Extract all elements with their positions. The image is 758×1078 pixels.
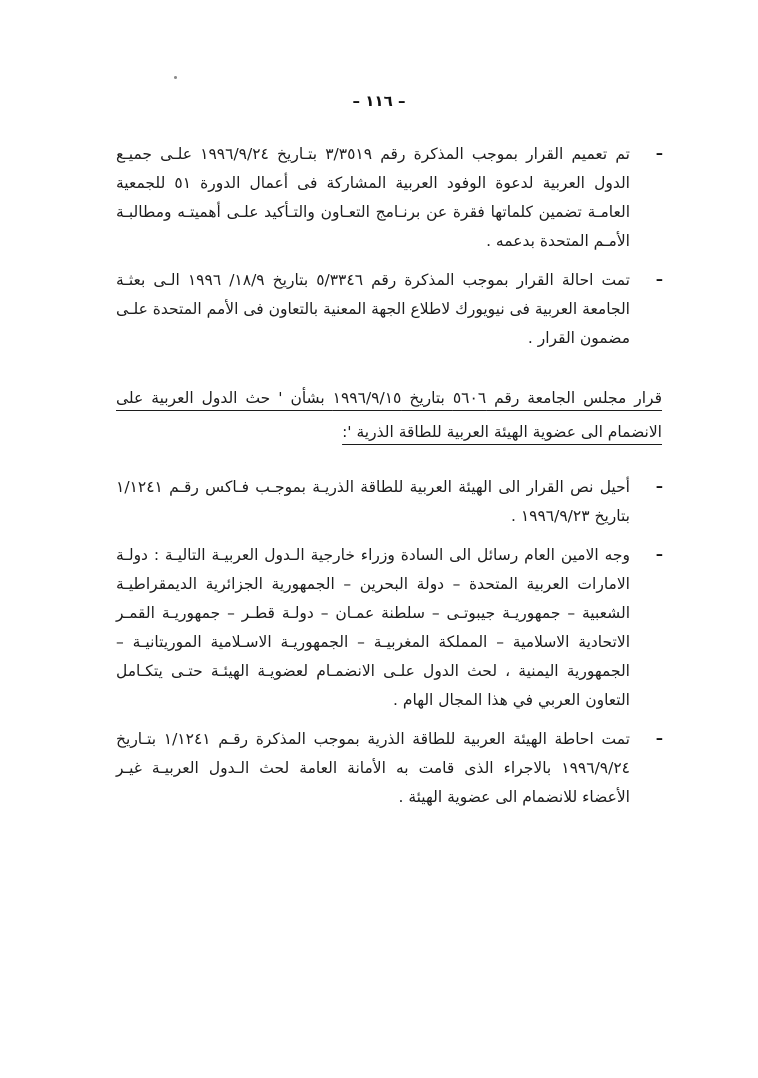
scan-artifact-dot (174, 76, 177, 79)
dash-bullet-marker: ـ (656, 542, 662, 560)
paragraph-letters-to-ministers: وجه الامين العام رسائل الى السادة وزراء خارجية الـدول العربيـة التاليـة : دولـة الامارات العربية المتحدة – دولة البحرين – الجمهورية الجزائرية الديمقراطيـة الشعبية – جمهوريـة جيبوتـى – سلطنة عمـان – دولـة قطـر – جمهوريـة القمـر الاتحادية الاسلامية – المملكة المغربيـة – الجمهوريـة الاسـلامية الموريتانيـة – الجمهورية اليمنية ، لحث الدول علـى الانضمـام لعضويـة الهيئـة حتـى يتكـامل التعاون العربي في هذا المجال الهام . (116, 546, 630, 709)
dash-bullet-marker: ـ (656, 474, 662, 492)
list-item (116, 541, 662, 715)
dash-bullet-marker: ـ (656, 726, 662, 744)
section-heading (116, 381, 662, 449)
document-content (0, 140, 758, 812)
list-item (116, 140, 662, 256)
list-item (116, 266, 662, 353)
list-item (116, 725, 662, 812)
dash-bullet-marker: ـ (656, 141, 662, 159)
section-heading-text: قرار مجلس الجامعة رقم ٥٦٠٦ بتاريخ ١٩٩٦/٩/١٥ بشأن ' حث الدول العربية على الانضمام الى عضوية الهيئة العربية للطاقة الذرية ': (116, 389, 663, 441)
paragraph-circular-memo: تم تعميم القرار بموجب المذكرة رقم ٣/٣٥١٩ بتـاريخ ١٩٩٦/٩/٢٤ علـى جميـع الدول العربية لدعوة الوفود العربية المشاركة فى أعمال الدورة ٥١ للجمعية العامـة تضمين كلماتها فقرة عن برنـامج التعـاون والتـأكيد علـى أهميتـه ومطالبـة الأمـم المتحدة بدعمه . (116, 145, 630, 250)
list-item (116, 473, 662, 531)
paragraph-referral-memo: تمت احالة القرار بموجب المذكرة رقم ٥/٣٣٤٦ بتاريخ ١٨/٩/ ١٩٩٦ الـى بعثـة الجامعة العربية فى نيويورك لاطلاع الجهة المعنية بالتعاون فى الأمم المتحدة علـى مضمون القرار . (116, 271, 630, 347)
page-number: – ١١٦ – (352, 92, 406, 110)
dash-bullet-marker: ـ (656, 267, 662, 285)
paragraph-fax-transmittal: أحيل نص القرار الى الهيئة العربية للطاقة الذريـة بموجـب فـاكس رقـم ١/١٢٤١ بتاريخ ١٩٩٦/٩/٢٣ . (116, 478, 630, 525)
paragraph-agency-notification: تمت احاطة الهيئة العربية للطاقة الذرية بموجب المذكرة رقـم ١/١٢٤١ بتـاريخ ١٩٩٦/٩/٢٤ بالاجراء الذى قامت به الأمانة العامة لحث الـدول العربيـة غيـر الأعضاء للانضمام الى عضوية الهيئة . (116, 730, 630, 806)
